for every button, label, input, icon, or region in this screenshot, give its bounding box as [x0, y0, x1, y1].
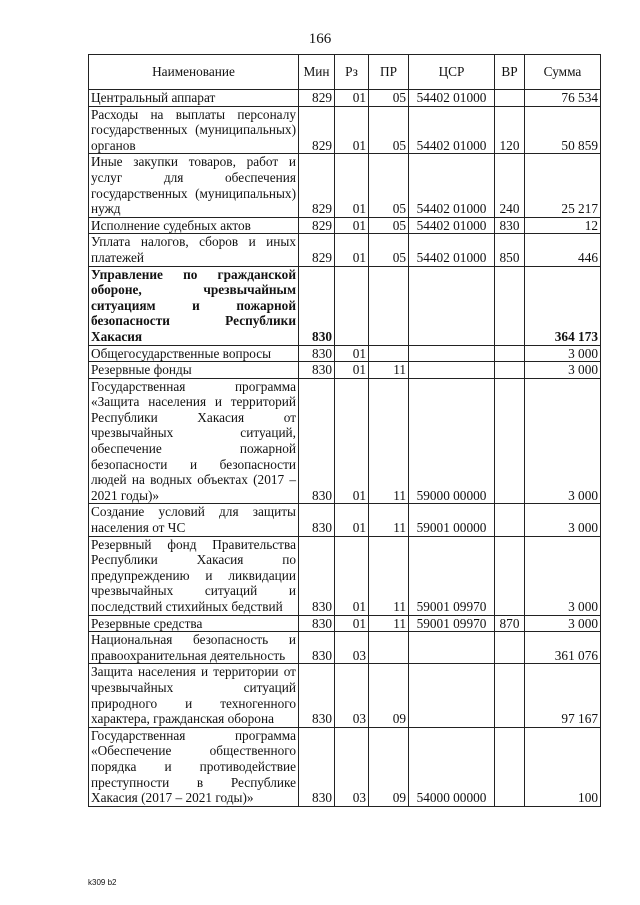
cell-csr: [409, 345, 495, 362]
header-name: Наименование: [89, 55, 299, 90]
page-number: 166: [308, 31, 332, 47]
cell-vr: [495, 266, 525, 345]
cell-min: 830: [299, 362, 335, 379]
table-row: [89, 90, 601, 107]
cell-csr: [409, 632, 495, 664]
cell-pr: 05: [369, 90, 409, 107]
cell-vr: [495, 664, 525, 727]
table-row: [89, 632, 601, 664]
cell-min: 830: [299, 632, 335, 664]
cell-name: Защита населения и территории от чрезвычайных ситуаций природного и техногенного характера, гражданская оборона: [89, 664, 299, 727]
cell-min: 830: [299, 536, 335, 615]
cell-min: 830: [299, 266, 335, 345]
cell-csr: 59001 09970: [409, 615, 495, 632]
cell-sum: 3 000: [525, 615, 601, 632]
cell-sum: 446: [525, 234, 601, 266]
cell-rz: 01: [335, 504, 369, 536]
cell-pr: 05: [369, 217, 409, 234]
cell-name: Резервные фонды: [89, 362, 299, 379]
cell-sum: 361 076: [525, 632, 601, 664]
cell-name: Резервный фонд Правительства Республики Хакасия по предупреждению и ликвидации чрезвычайных ситуаций и последствий стихийных бедствий: [89, 536, 299, 615]
cell-csr: 54402 01000: [409, 106, 495, 154]
cell-rz: 03: [335, 727, 369, 806]
budget-table: [88, 54, 601, 807]
cell-sum: 3 000: [525, 378, 601, 504]
cell-sum: 12: [525, 217, 601, 234]
table-row: [89, 106, 601, 154]
cell-csr: 59001 09970: [409, 536, 495, 615]
cell-pr: 05: [369, 106, 409, 154]
table-row: [89, 234, 601, 266]
table-row: [89, 266, 601, 345]
cell-vr: [495, 362, 525, 379]
cell-csr: [409, 362, 495, 379]
cell-name: Исполнение судебных актов: [89, 217, 299, 234]
cell-name: Управление по гражданской обороне, чрезвычайным ситуациям и пожарной безопасности Республики Хакасия: [89, 266, 299, 345]
cell-pr: 11: [369, 615, 409, 632]
header-pr: ПР: [369, 55, 409, 90]
cell-sum: 3 000: [525, 362, 601, 379]
cell-sum: 25 217: [525, 154, 601, 217]
header-csr: ЦСР: [409, 55, 495, 90]
cell-min: 829: [299, 90, 335, 107]
cell-csr: [409, 266, 495, 345]
cell-min: 830: [299, 664, 335, 727]
cell-csr: 59001 00000: [409, 504, 495, 536]
table-row: [89, 217, 601, 234]
table-row: [89, 536, 601, 615]
cell-vr: [495, 378, 525, 504]
cell-name: Центральный аппарат: [89, 90, 299, 107]
footer-code: k309 b2: [88, 878, 117, 887]
cell-name: Иные закупки товаров, работ и услуг для обеспечения государственных (муниципальных) нужд: [89, 154, 299, 217]
cell-min: 830: [299, 615, 335, 632]
cell-min: 829: [299, 234, 335, 266]
cell-vr: [495, 345, 525, 362]
cell-name: Государственная программа «Обеспечение общественного порядка и противодействие преступности в Республике Хакасия (2017 – 2021 годы)»: [89, 727, 299, 806]
cell-min: 829: [299, 106, 335, 154]
table-row: [89, 345, 601, 362]
cell-sum: 3 000: [525, 536, 601, 615]
cell-csr: 54402 01000: [409, 217, 495, 234]
header-sum: Сумма: [525, 55, 601, 90]
cell-csr: 54000 00000: [409, 727, 495, 806]
cell-vr: 870: [495, 615, 525, 632]
header-vr: ВР: [495, 55, 525, 90]
cell-vr: 120: [495, 106, 525, 154]
table-row: [89, 504, 601, 536]
cell-csr: 54402 01000: [409, 234, 495, 266]
cell-sum: 76 534: [525, 90, 601, 107]
cell-rz: 01: [335, 345, 369, 362]
cell-min: 830: [299, 378, 335, 504]
cell-pr: 11: [369, 378, 409, 504]
header-rz: Рз: [335, 55, 369, 90]
cell-min: 829: [299, 154, 335, 217]
cell-pr: 11: [369, 362, 409, 379]
table-row: [89, 727, 601, 806]
cell-rz: 01: [335, 362, 369, 379]
cell-pr: 11: [369, 536, 409, 615]
cell-vr: [495, 90, 525, 107]
cell-name: Национальная безопасность и правоохранительная деятельность: [89, 632, 299, 664]
cell-rz: 01: [335, 615, 369, 632]
cell-name: Государственная программа «Защита населения и территорий Республики Хакасия от чрезвычайных ситуаций, обеспечение пожарной безопасности и безопасности людей на водных объектах (2017 – 2021 годы)»: [89, 378, 299, 504]
cell-sum: 100: [525, 727, 601, 806]
header-min: Мин: [299, 55, 335, 90]
cell-vr: 830: [495, 217, 525, 234]
cell-csr: [409, 664, 495, 727]
cell-csr: 59000 00000: [409, 378, 495, 504]
cell-sum: 3 000: [525, 345, 601, 362]
cell-rz: 01: [335, 154, 369, 217]
cell-sum: 97 167: [525, 664, 601, 727]
cell-rz: [335, 266, 369, 345]
cell-min: 830: [299, 504, 335, 536]
table-row: [89, 378, 601, 504]
cell-rz: 01: [335, 90, 369, 107]
cell-vr: [495, 504, 525, 536]
cell-min: 830: [299, 345, 335, 362]
cell-rz: 01: [335, 536, 369, 615]
cell-sum: 364 173: [525, 266, 601, 345]
cell-rz: 01: [335, 106, 369, 154]
cell-name: Резервные средства: [89, 615, 299, 632]
cell-csr: 54402 01000: [409, 90, 495, 107]
cell-rz: 03: [335, 664, 369, 727]
table-row: [89, 362, 601, 379]
cell-sum: 50 859: [525, 106, 601, 154]
cell-name: Общегосударственные вопросы: [89, 345, 299, 362]
cell-csr: 54402 01000: [409, 154, 495, 217]
cell-pr: 05: [369, 154, 409, 217]
cell-vr: 240: [495, 154, 525, 217]
cell-pr: 09: [369, 727, 409, 806]
cell-pr: [369, 345, 409, 362]
cell-name: Создание условий для защиты населения от ЧС: [89, 504, 299, 536]
cell-min: 830: [299, 727, 335, 806]
table-row: [89, 615, 601, 632]
cell-rz: 01: [335, 217, 369, 234]
cell-pr: 05: [369, 234, 409, 266]
cell-pr: [369, 266, 409, 345]
cell-pr: 09: [369, 664, 409, 727]
cell-vr: [495, 727, 525, 806]
cell-rz: 01: [335, 234, 369, 266]
cell-pr: 11: [369, 504, 409, 536]
table-row: [89, 664, 601, 727]
cell-rz: 01: [335, 378, 369, 504]
cell-vr: 850: [495, 234, 525, 266]
cell-vr: [495, 632, 525, 664]
cell-pr: [369, 632, 409, 664]
cell-name: Уплата налогов, сборов и иных платежей: [89, 234, 299, 266]
cell-rz: 03: [335, 632, 369, 664]
cell-min: 829: [299, 217, 335, 234]
table-header-row: [89, 55, 601, 90]
cell-name: Расходы на выплаты персоналу государственных (муниципальных) органов: [89, 106, 299, 154]
cell-sum: 3 000: [525, 504, 601, 536]
table-row: [89, 154, 601, 217]
cell-vr: [495, 536, 525, 615]
